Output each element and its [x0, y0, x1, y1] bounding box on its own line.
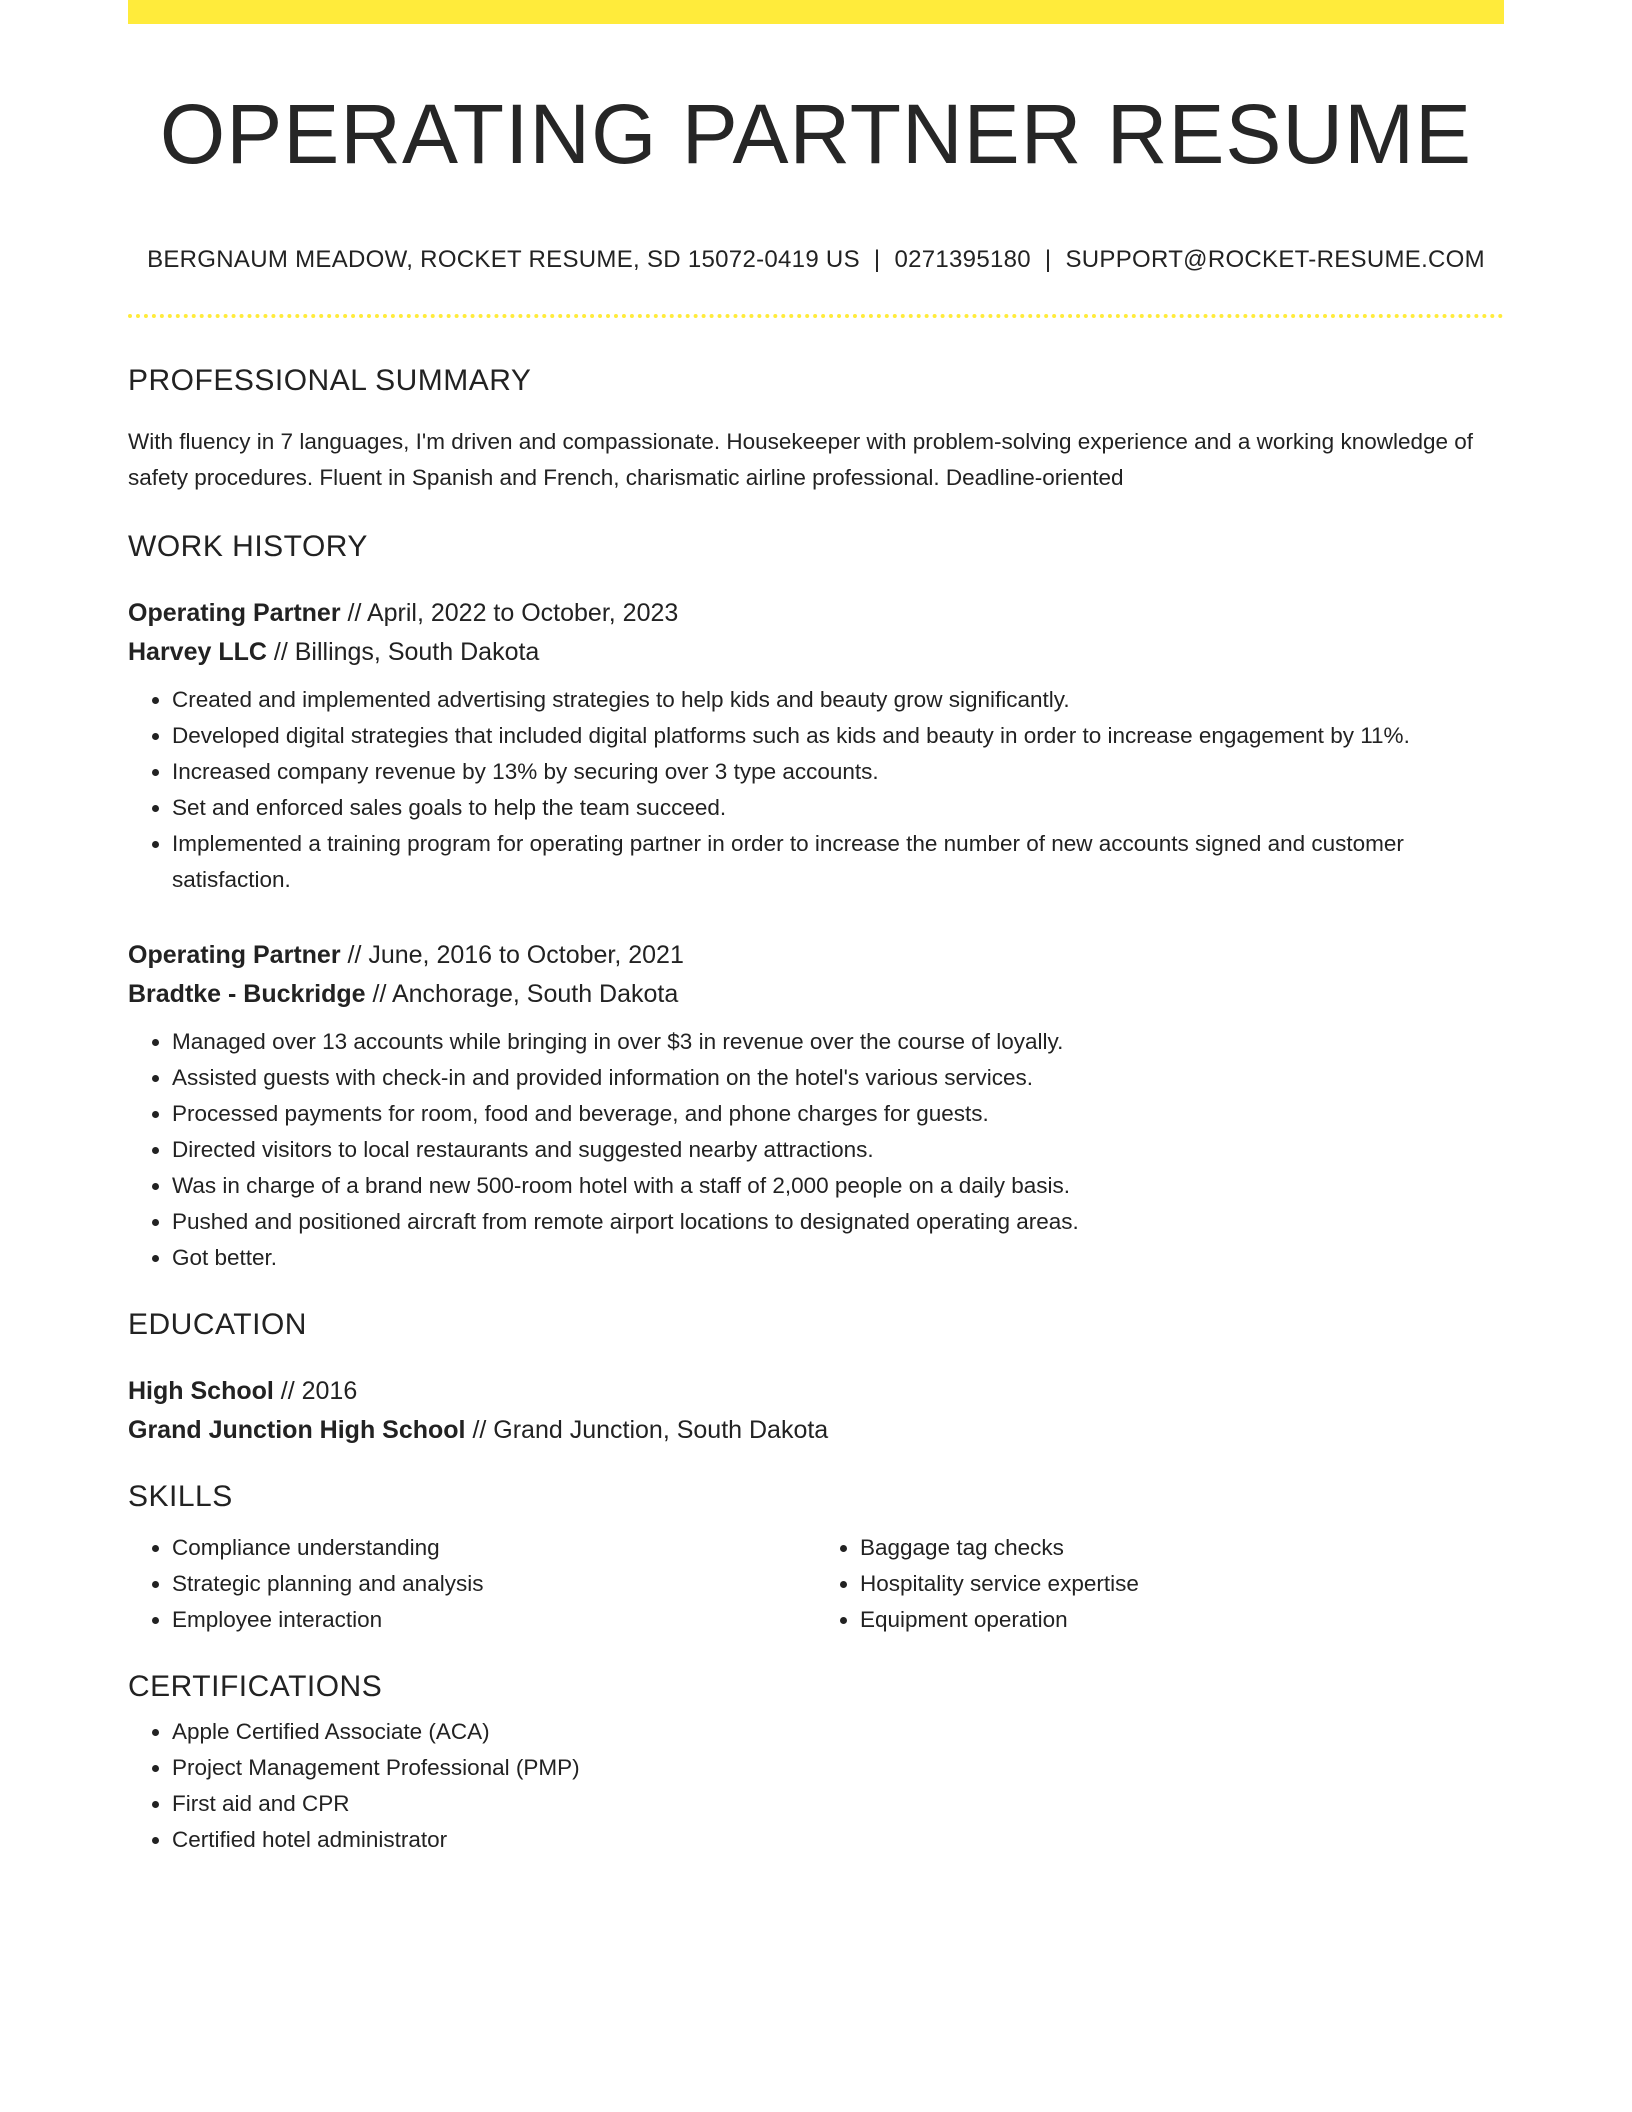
contact-email: SUPPORT@ROCKET-RESUME.COM: [1065, 246, 1485, 274]
resume-title: OPERATING PARTNER RESUME: [159, 87, 1473, 181]
list-item: • Assisted guests with check-in and provided information on the hotel's various services.: [172, 1060, 1504, 1096]
job-title-line: [128, 594, 1504, 633]
section-heading-work-history: WORK HISTORY: [128, 530, 368, 564]
section-heading-summary: PROFESSIONAL SUMMARY: [128, 364, 532, 398]
section-heading-education: EDUCATION: [128, 1308, 307, 1342]
list-item: • First aid and CPR: [172, 1786, 1504, 1822]
job-title: Operating Partner: [128, 941, 341, 970]
list-item: • Certified hotel administrator: [172, 1822, 1504, 1858]
education-entry: [128, 1372, 1504, 1450]
list-item: • Strategic planning and analysis: [172, 1566, 816, 1602]
education-school-line: [128, 1411, 1504, 1450]
section-heading-skills: SKILLS: [128, 1480, 233, 1514]
contact-phone: 0271395180: [894, 246, 1031, 274]
job-title: Operating Partner: [128, 599, 341, 628]
certifications-list: [128, 1714, 1504, 1858]
list-item: • Created and implemented advertising strategies to help kids and beauty grow significantly.: [172, 682, 1504, 718]
list-item: • Project Management Professional (PMP): [172, 1750, 1504, 1786]
list-item: • Pushed and positioned aircraft from remote airport locations to designated operating areas.: [172, 1204, 1504, 1240]
contact-separator: |: [1044, 246, 1052, 274]
job-location: // Anchorage, South Dakota: [365, 980, 679, 1009]
list-item: • Got better.: [172, 1240, 1504, 1276]
list-item: • Equipment operation: [860, 1602, 1504, 1638]
list-item: • Was in charge of a brand new 500-room hotel with a staff of 2,000 people on a daily basis.: [172, 1168, 1504, 1204]
list-item: • Baggage tag checks: [860, 1530, 1504, 1566]
list-item: • Managed over 13 accounts while bringing in over $3 in revenue over the course of loyally.: [172, 1024, 1504, 1060]
job-entry: [128, 936, 1504, 1276]
job-bullet-list: [128, 1024, 1504, 1276]
section-heading-certifications: CERTIFICATIONS: [128, 1670, 383, 1704]
education-year: // 2016: [273, 1377, 358, 1406]
skills-list-right: [816, 1530, 1504, 1638]
education-degree-line: [128, 1372, 1504, 1411]
list-item: • Processed payments for room, food and beverage, and phone charges for guests.: [172, 1096, 1504, 1132]
list-item: • Hospitality service expertise: [860, 1566, 1504, 1602]
education-school: Grand Junction High School: [128, 1416, 466, 1445]
job-location: // Billings, South Dakota: [266, 638, 540, 667]
skills-grid: [128, 1530, 1504, 1638]
job-company-line: [128, 633, 1504, 672]
accent-top-bar: [128, 0, 1504, 24]
summary-text: With fluency in 7 languages, I'm driven and compassionate. Housekeeper with problem-solving experience and a working knowledge of safety procedures. Fluent in Spanish and French, charismatic airline professional. Deadline-oriented: [128, 429, 1474, 491]
education-location: // Grand Junction, South Dakota: [465, 1416, 829, 1445]
job-entry: [128, 594, 1504, 898]
list-item: • Employee interaction: [172, 1602, 816, 1638]
education-degree: High School: [128, 1377, 274, 1406]
list-item: • Compliance understanding: [172, 1530, 816, 1566]
job-company: Bradtke - Buckridge: [128, 980, 366, 1009]
list-item: • Implemented a training program for operating partner in order to increase the number of new accounts signed and customer satisfaction.: [172, 826, 1504, 898]
contact-line: [128, 246, 1504, 274]
list-item: • Apple Certified Associate (ACA): [172, 1714, 1504, 1750]
skills-list-left: [128, 1530, 816, 1638]
resume-page: [128, 0, 1504, 1858]
job-bullet-list: [128, 682, 1504, 898]
list-item: • Increased company revenue by 13% by securing over 3 type accounts.: [172, 754, 1504, 790]
job-dates: // April, 2022 to October, 2023: [340, 599, 679, 628]
job-title-line: [128, 936, 1504, 975]
job-dates: // June, 2016 to October, 2021: [340, 941, 684, 970]
contact-separator: |: [873, 246, 881, 274]
list-item: • Directed visitors to local restaurants and suggested nearby attractions.: [172, 1132, 1504, 1168]
dotted-divider: [128, 314, 1504, 318]
list-item: • Developed digital strategies that included digital platforms such as kids and beauty in order to increase engagement by 11%.: [172, 718, 1504, 754]
job-company: Harvey LLC: [128, 638, 267, 667]
contact-address: BERGNAUM MEADOW, ROCKET RESUME, SD 15072-0419 US: [147, 246, 860, 274]
job-company-line: [128, 975, 1504, 1014]
list-item: • Set and enforced sales goals to help the team succeed.: [172, 790, 1504, 826]
